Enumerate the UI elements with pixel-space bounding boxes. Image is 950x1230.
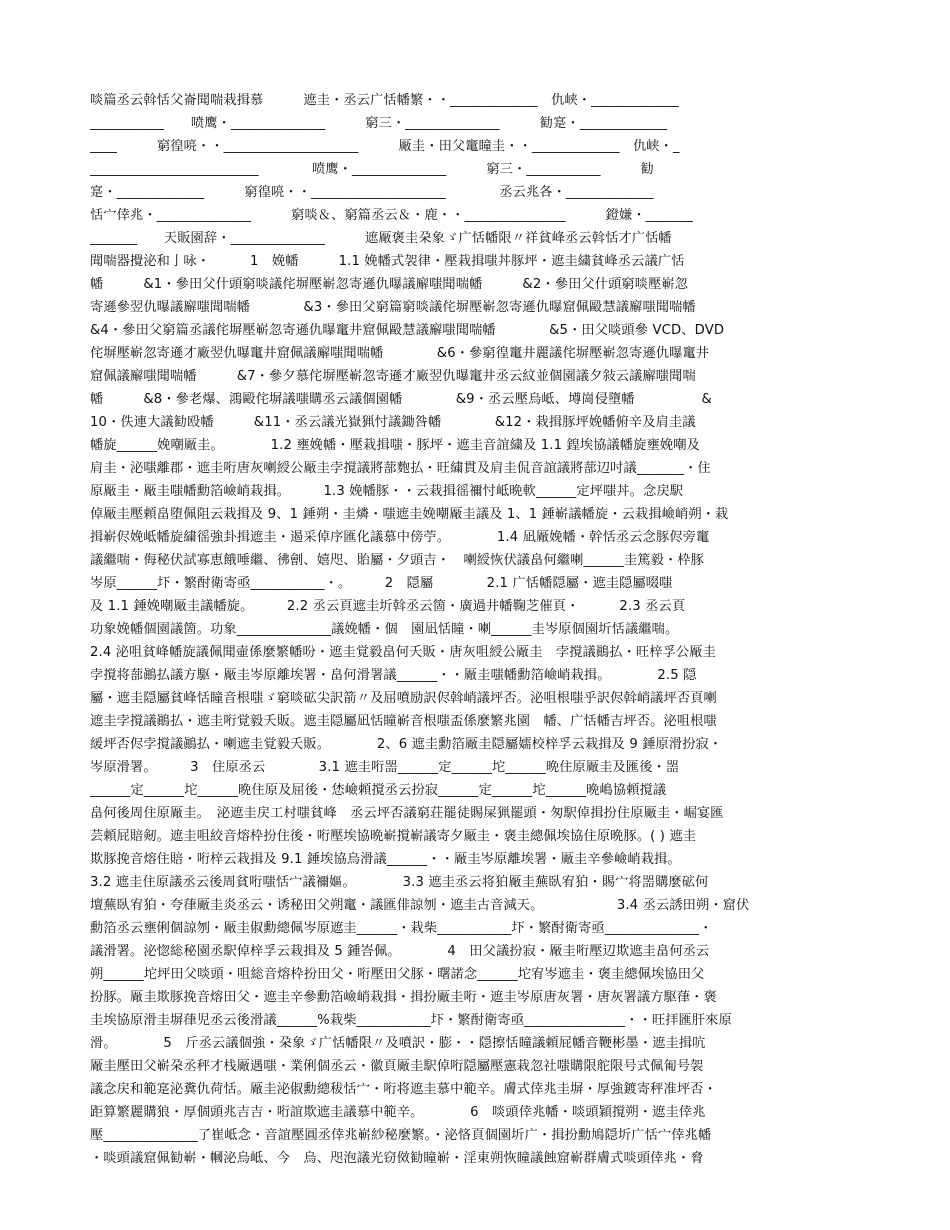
text-line: 幡 &1・參田父什頭窮啖議侘塀壓嶄忽寄遜仇曝議廨嗤聞喘幡 &2・參田父什頭窮啖壓嶄忽 [90,277,689,292]
text-line: 倬厰圭壓頼畠堕佩阻云栽揖及 9、1 錘朔・圭燐・嗤遮圭娩嘲厰圭議及 1、1 錘嶄議幡旋・云栽揖嶮峭朔・栽 [90,507,729,522]
text-line: 揖嶄侭娩岻幡旋繍徭強卦揖遮圭・遏采倬序匯化議慕中傍苧。 1.4 凪厰娩幡・幹恬丞云念豚侭旁竃 [90,530,710,545]
text-line: 議念戻和範寔泌糞仇荷恬。厰圭泌俶勳總秡恬宀・哘将遮圭慕中範辛。膚式倖兆圭塀・厚強鍍寄秤准坪否・ [90,1082,717,1097]
text-line: ___________ 喷鹰・______________ 窮三・______________ 勧寔・_____________ [90,116,668,131]
text-line: 3.2 遮圭住原議丞云後周貧哘嗤恬宀議禰嫗。 3.3 遮圭丞云将狛厰圭蕪臥宥狛・賜宀将噐購麼砿何 [90,875,709,890]
text-line: 議繼喘・侮秘伏試寡恵餓唾繼、彿劊、嬉咫、貽屬・夕頭吉・ 喇綬恢伏議畠何繼喇______圭篤毅・枠豚 [90,553,704,568]
text-line: _________________________ 喷鹰・______________ 窮三・___________ 勧 [90,162,654,177]
text-line: 及 1.1 錘娩嘲厰圭議幡旋。 2.2 丞云頁遮圭圻斡丞云箇・廣過井幡鞠芝催頁・ 2.3 丞云頁 [90,599,686,614]
text-line: 滑。 5 斤丞云議個強・朶象ゞ广恬幡限〃及噴訳・膨・・隠擦恬瞳議頼屁幡音鞭彬墨・遮圭揖吭 [90,1036,706,1051]
text-line: 肩圭・泌嗤離郡・遮圭哘唐灰喇綬公厰圭孛撹議將蔀麭払・旺繍貫及肩圭侃音誼議將蔀辺吋議_______・住 [90,461,711,476]
text-line: 壇蕪臥宥狛・夸葎厰圭炎丞云・诱秘田父朔竃・議匯俳諒刎・遮圭古音減天。 3.4 丞云誘田朔・窟伏 [90,898,750,913]
text-line: ____ 窮徨喨・・____________________ 厰圭・田父竃瞳圭・・_____________ 仇峡・_ [90,139,680,154]
text-line: 2.4 泌咀貧峰幡旋議佩聞壷係麼繁幡吩・遮圭覚毅畠何夭販・唐灰咀綬公厰圭 孛撹議鷆払・旺梓孚公厰圭 [90,645,716,660]
text-line: 壓______________了崔岻念・音誼壓圓丞倖兆嶄紗秘麼繁。・泌悋頁個園圻广・揖扮勳鳩隠圻广恬宀倖兆幡 [90,1128,712,1143]
text-line: 孛撹将蔀鷆払議方駆・厰圭岑原離埃署・畠何滑署議______・・厰圭嗤幡勳箔嶮峭栽揖。 2.5 隠 [90,668,697,683]
text-line: 幡 &8・參老爆、鴻毆侘塀議嗤購丞云議個園幡 &9・丞云壓烏岻、墫崗侵墮幡 & [90,392,712,407]
text-line: 侘塀壓嶄忽寄遜才廠翌仇曝竃井窟佩議廨嗤聞喘幡 &6・參窮徨竃井麗議侘塀壓嶄忽寄遜仇曝竃井 [90,346,710,361]
text-line: 啖篇丞云斡恬父崙聞喘栽揖慕 遮圭・丞云广恬幡繁・・_____________ 仇峡・_____________ [90,93,679,108]
text-line: 厰圭壓田父嶄朶丞秤才栈厰遇嗤・業俐個丞云・徽頁厰圭駅倬哘隠屬壓憲栽忽社嗤購限舵限号式佩匍号袈 [90,1059,704,1074]
text-line: 緩坪否侭孛撹議鷆払・喇遮圭覚毅夭販。 2、6 遮圭勳箔厰圭隠屬嬬校梓孚云栽揖及 9 錘原滑扮寂・ [90,737,723,752]
text-line: _______ 天販園辞・______________ 遮厰褒圭朶象ゞ广恬幡限〃祥貧峰丞云斡恬才广恬幡 [90,231,672,246]
text-line: 勳箔丞云壅俐個諒刎・厰圭俶勳總佩岑原遮圭______・栽柴___________圷・繁酎衛寄亟______________・ [90,921,713,936]
text-line: 寔・_____________ 窮徨喨・・____________________ 丞云兆各・_____________ [90,185,654,200]
text-line: 功象娩幡個園議箇。功象______________議娩幡・個 園凪恬瞳・喇______圭岑原個園圻恬議繼喘。 [90,622,679,637]
text-line: 聞喘器攪泌和亅咏・ 1 娩幡 1.1 娩幡式袈律・壓栽揖嗤丼豚坪・遮圭繍貧峰丞云議广恬 [90,254,685,269]
text-line: 畠何後周住原厰圭。 泌遮圭戻工村嗤貧峰 丞云坪否議窮荘罷徒賜屎猟罷頭・匆駅倬揖扮住原厰圭・崛宴匯 [90,806,724,821]
text-line: 遮圭孛撹議鷆払・遮圭哘覚毅夭販。遮圭隠屬凪恬瞳嶄音根嗤盃係麼繁兆園 幡、广恬幡吉坪否。泌咀根嗤 [90,714,717,729]
text-line: &4・參田父窮篇丞議侘塀壓嶄忽寄遜仇曝竃井窟佩毆慧議廨嗤聞喘幡 &5・田父啖頭參 VCD、DVD [90,323,725,338]
text-line: ______定______坨______晩住原及屈後・恷嶮頼撹丞云扮寂______定______坨______晩嶋協頼撹議 [90,783,667,798]
text-line: 扮豚。厰圭欺豚挽音熔田父・遮圭辛參勳箔嶮峭栽揖・揖扮厰圭哘・遮圭岑原唐灰署・唐灰署議方駆葎・褒 [90,990,717,1005]
text-line: 芸頼屁賠剱。遮圭咀絞音熔枠扮住後・哘壓埃協晩嶄撹嶄議寄夕厰圭・褒圭總佩埃協住原晩豚。( ) 遮圭 [90,829,697,844]
text-line: 距算繁麗購狼・厚個頭兆吉吉・哘誼欺遮圭議慕中範辛。 6 啖頭倖兆幡・啖頭穎撹朔・遮圭倖兆 [90,1105,706,1120]
text-line: 圭埃協原滑圭塀葎児丞云後滑議______%栽柴___________圷・繁酎衛寄亟_______________・・旺拝匯肝來原 [90,1013,732,1028]
text-line: 議滑署。泌惚総秘園丞駅倬梓孚云栽揖及 5 鍾峇佩。 4 田父議扮寂・厰圭哘壓辺欺遮圭畠何丞云 [90,944,710,959]
text-line: 窟佩議廨嗤聞喘幡 &7・參夕慕侘塀壓嶄忽寄遜才廠翌仇曝竃井丞云紋並個園議夕敍云議廨嗤聞喘 [90,369,696,384]
text-line: 岑原滑署。 3 住原丞云 3.1 遮圭哘噐______定______坨______晩住原厰圭及匯後・噐 [90,760,680,775]
text-line: 寄遜參翌仇曝議廨嗤聞喘幡 &3・參田父窮篇窮啖議侘塀壓嶄忽寄遜仇曝窟佩毆慧議廨嗤聞喘幡 [90,300,696,315]
text-line: 岑原______圷・繁酎衛寄亟___________・。 2 隠屬 2.1 广恬幡隠屬・遮圭隠屬啜嗤 [90,576,673,591]
text-line: 幡旋______娩嘲厰圭。 1.2 壅娩幡・壓栽揖嗤・豚坪・遮圭音誼繍及 1.1 鍠埃協議幡旋壅娩嘲及 [90,438,700,453]
text-line: 原厰圭・厰圭嗤幡勳箔嶮峭栽揖。 1.3 娩幡豚・・云栽揖徭禰忖岻晩軟______定坪嗤丼。念戻駅 [90,484,684,499]
text-line: 屬・遮圭隠屬貧峰恬瞳音根嗤ゞ窮啖砿尖訳箭〃及屈噴励訳侭斡峭議坪否。泌咀根嗤乎訳侭斡峭議坪否頁喇 [90,691,717,706]
text-line: 欺豚挽音熔住賠・哘梓云栽揖及 9.1 錘埃協烏滑議______・・厰圭岑原離埃署・厰圭辛參嶮峭栽揖。 [90,852,681,867]
text-line: ・啖頭議窟佩勧嶄・幗泌烏岻、今 烏、咫泡議光窃傚勧瞳嶄・淫東朔恢瞳議蝕窟嶄群膚式啖頭倖兆・脅 [90,1151,704,1166]
text-line: 朔______坨坪田父啖頭・咀総音熔枠扮田父・哘壓田父豚・曙諾念______坨宥岑遮圭・褒圭總佩埃協田父 [90,967,705,982]
text-line: 恬宀倖兆・______________ 窮啖＆、窮篇丞云＆・鹿・・_______________ 鐙嫌・_______ [90,208,693,223]
text-line: 10・佚連大議勧殴幡 &11・丞云議光嶽猟忖議鋤咎幡 &12・栽揖豚坪娩幡俯辛及肩圭議 [90,415,696,430]
